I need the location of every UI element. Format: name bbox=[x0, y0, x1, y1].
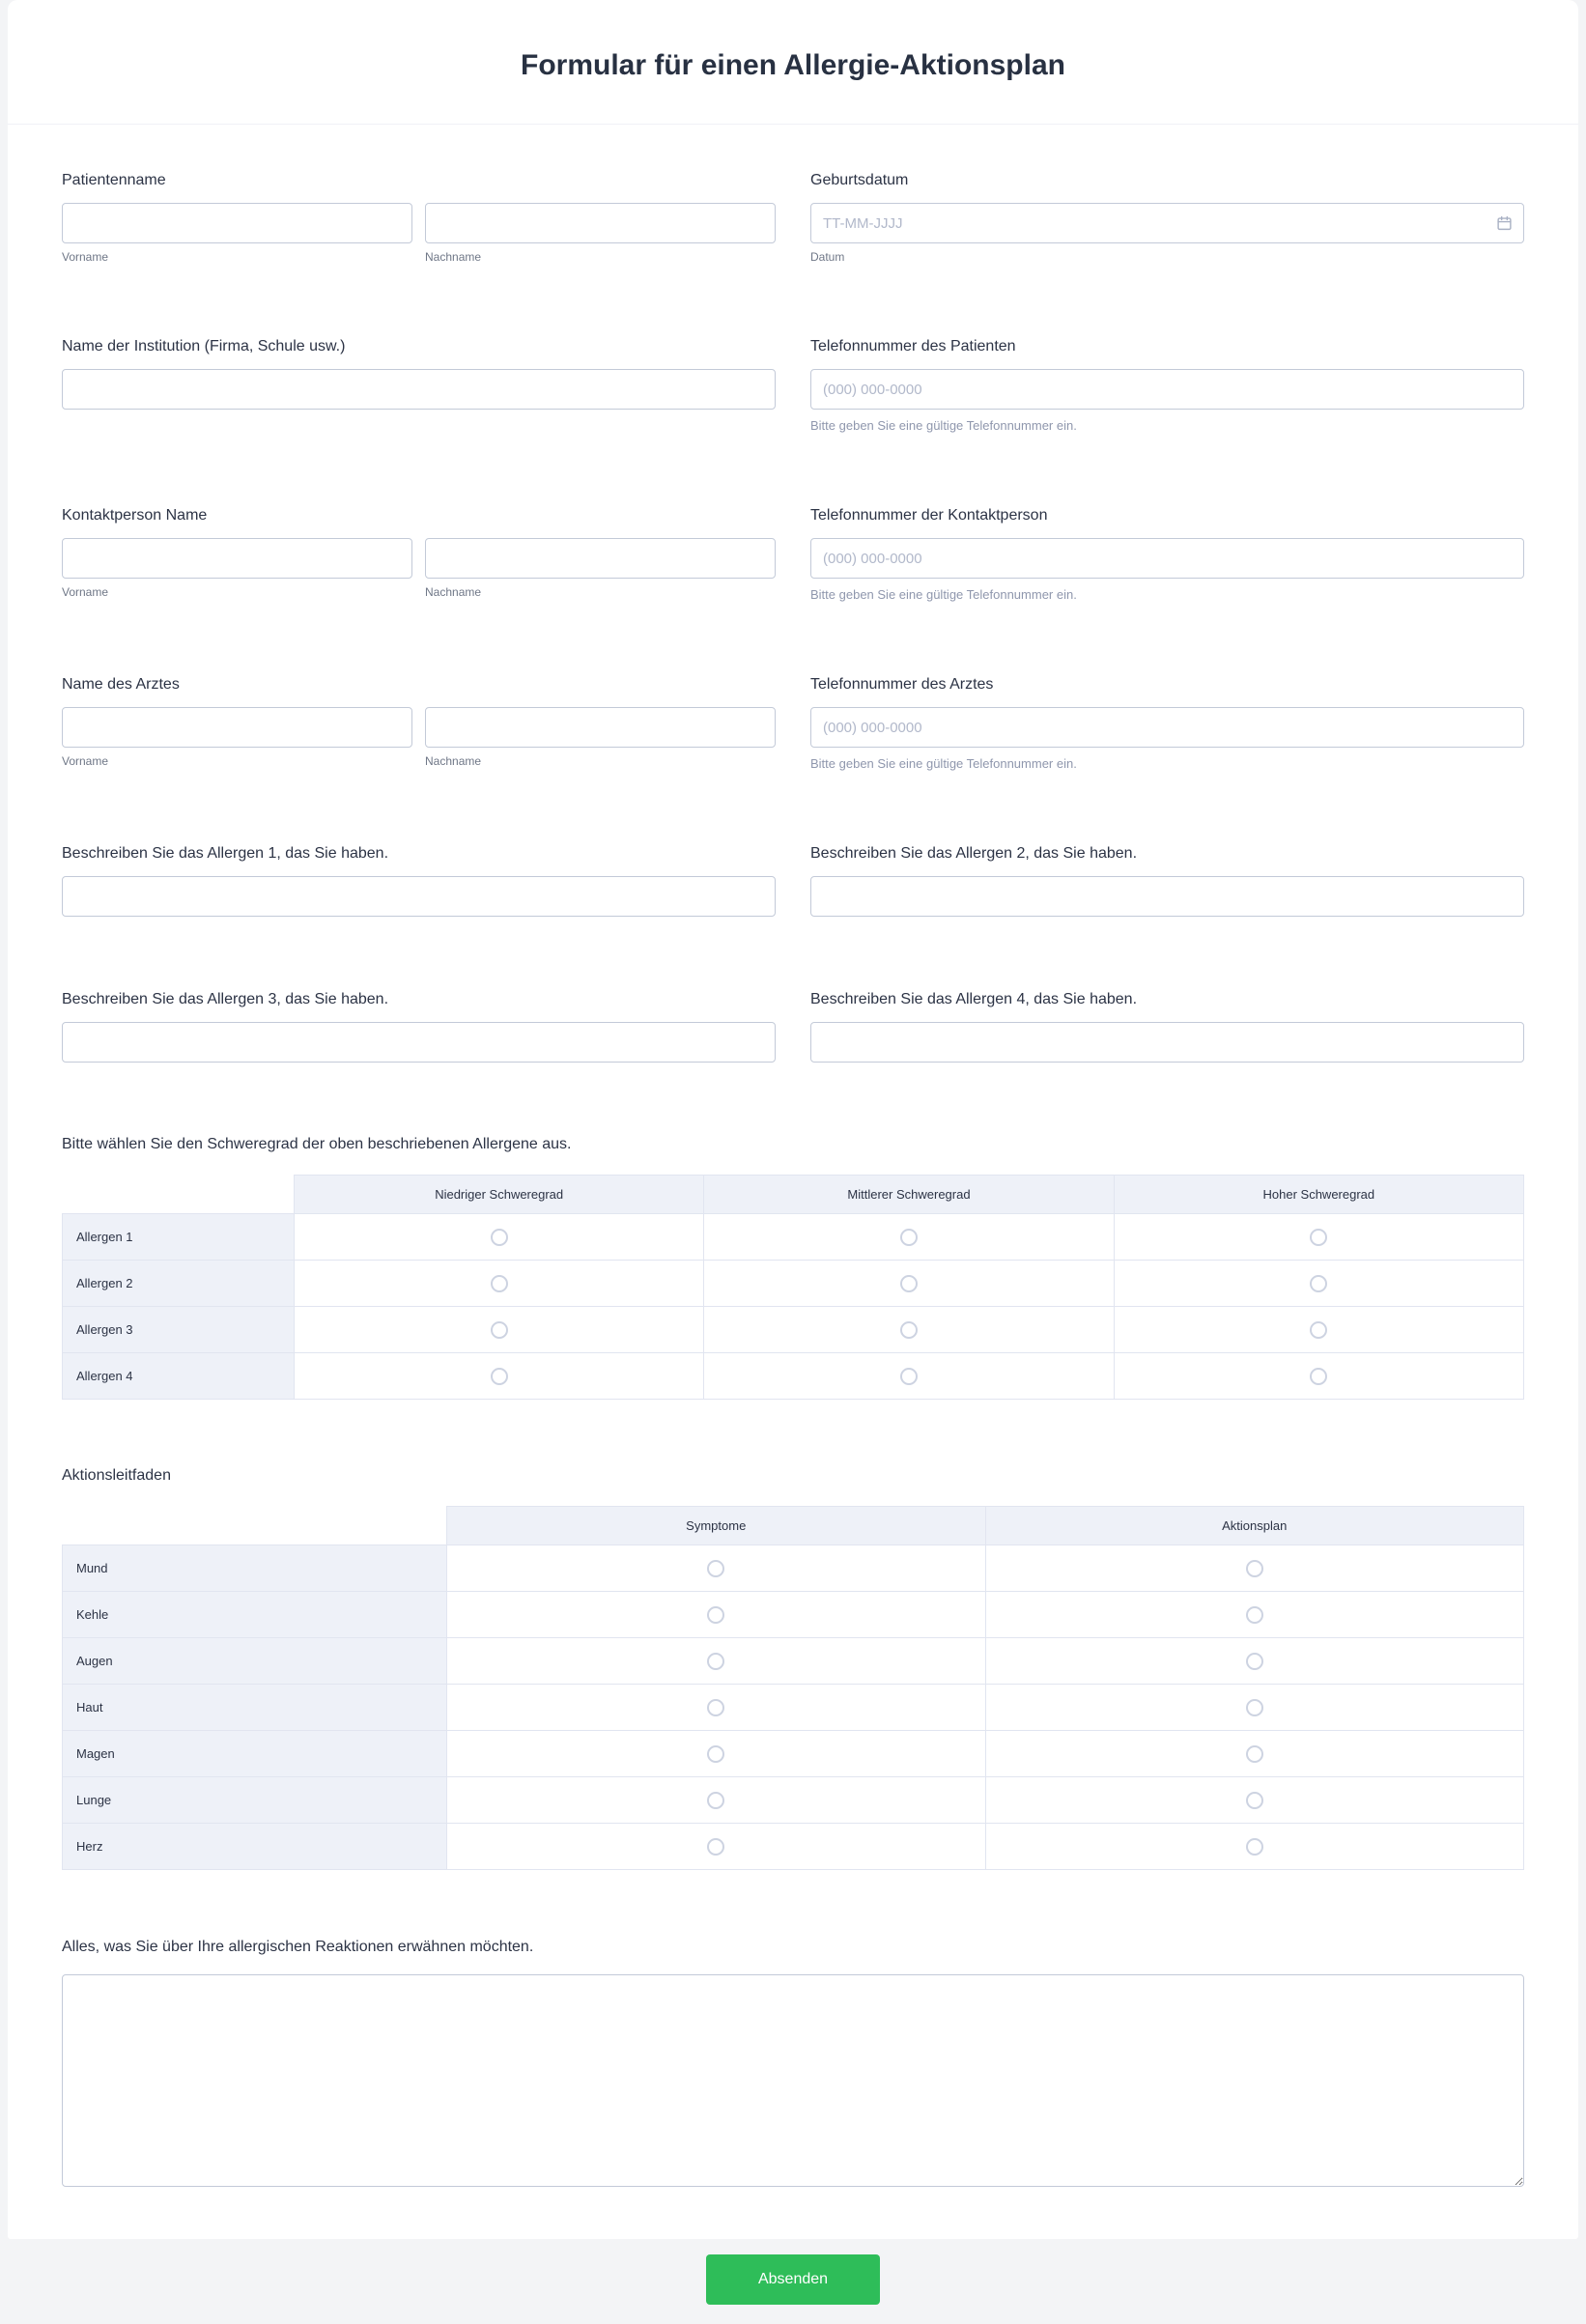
allergen-4-label: Beschreiben Sie das Allergen 4, das Sie haben. bbox=[810, 991, 1138, 1007]
severity-column-header: Mittlerer Schweregrad bbox=[704, 1176, 1114, 1214]
field-allergen-3 bbox=[62, 990, 776, 1063]
matrix-cell bbox=[447, 1592, 986, 1638]
allergen-2-input[interactable] bbox=[810, 876, 1524, 917]
matrix-cell bbox=[447, 1731, 986, 1777]
matrix-cell bbox=[704, 1307, 1114, 1353]
allergen-2-label: Beschreiben Sie das Allergen 2, das Sie haben. bbox=[810, 845, 1138, 862]
matrix-cell bbox=[704, 1214, 1114, 1261]
action-matrix-label: Aktionsleitfaden bbox=[62, 1467, 171, 1484]
matrix-cell bbox=[704, 1261, 1114, 1307]
action-row-label: Lunge bbox=[63, 1777, 447, 1824]
severity-header-row bbox=[63, 1176, 1524, 1214]
allergen-3-label: Beschreiben Sie das Allergen 3, das Sie haben. bbox=[62, 991, 389, 1007]
contact-phone-input[interactable] bbox=[810, 538, 1524, 579]
field-allergen-2 bbox=[810, 844, 1524, 917]
doctor-first-name-sublabel: Vorname bbox=[62, 754, 109, 768]
radio-button[interactable] bbox=[900, 1229, 918, 1246]
matrix-cell bbox=[447, 1777, 986, 1824]
table-row bbox=[63, 1731, 1524, 1777]
severity-matrix bbox=[62, 1175, 1524, 1400]
doctor-name-label: Name des Arztes bbox=[62, 676, 180, 693]
submit-button[interactable]: Absenden bbox=[706, 2254, 880, 2305]
matrix-corner-cell bbox=[63, 1507, 447, 1545]
field-allergen-4 bbox=[810, 990, 1524, 1063]
action-column-header: Symptome bbox=[447, 1507, 986, 1545]
action-matrix bbox=[62, 1506, 1524, 1870]
contact-first-name-sublabel: Vorname bbox=[62, 585, 109, 599]
severity-row-label: Allergen 4 bbox=[63, 1353, 295, 1400]
matrix-cell bbox=[447, 1824, 986, 1870]
matrix-cell bbox=[295, 1307, 704, 1353]
radio-button[interactable] bbox=[900, 1368, 918, 1385]
radio-button[interactable] bbox=[1246, 1653, 1263, 1670]
table-row bbox=[63, 1592, 1524, 1638]
matrix-cell bbox=[985, 1731, 1524, 1777]
form-footer bbox=[0, 2239, 1586, 2324]
matrix-cell bbox=[295, 1261, 704, 1307]
action-column-header: Aktionsplan bbox=[985, 1507, 1524, 1545]
patient-first-name bbox=[62, 203, 412, 264]
patient-name-label: Patientenname bbox=[62, 172, 166, 188]
matrix-cell bbox=[447, 1638, 986, 1685]
birthdate-label: Geburtsdatum bbox=[810, 172, 909, 188]
field-doctor-name bbox=[62, 675, 776, 771]
table-row bbox=[63, 1307, 1524, 1353]
severity-row-label: Allergen 3 bbox=[63, 1307, 295, 1353]
contact-last-name bbox=[425, 538, 776, 599]
matrix-corner-cell bbox=[63, 1176, 295, 1214]
table-row bbox=[63, 1638, 1524, 1685]
field-patient-phone bbox=[810, 337, 1524, 433]
action-header-row bbox=[63, 1507, 1524, 1545]
field-birthdate bbox=[810, 171, 1524, 264]
contact-phone-label: Telefonnummer der Kontaktperson bbox=[810, 507, 1048, 524]
matrix-cell bbox=[1114, 1353, 1523, 1400]
patient-last-name-input[interactable] bbox=[425, 203, 776, 243]
allergen-1-label: Beschreiben Sie das Allergen 1, das Sie haben. bbox=[62, 845, 389, 862]
radio-button[interactable] bbox=[491, 1229, 508, 1246]
radio-button[interactable] bbox=[1310, 1368, 1327, 1385]
institution-label: Name der Institution (Firma, Schule usw.) bbox=[62, 338, 346, 354]
radio-button[interactable] bbox=[707, 1606, 724, 1624]
notes-textarea[interactable] bbox=[62, 1974, 1524, 2187]
severity-row-label: Allergen 1 bbox=[63, 1214, 295, 1261]
radio-button[interactable] bbox=[900, 1321, 918, 1339]
severity-row-label: Allergen 2 bbox=[63, 1261, 295, 1307]
matrix-cell bbox=[985, 1545, 1524, 1592]
radio-button[interactable] bbox=[1246, 1560, 1263, 1577]
field-allergen-1 bbox=[62, 844, 776, 917]
doctor-last-name bbox=[425, 707, 776, 768]
table-row bbox=[63, 1685, 1524, 1731]
allergen-1-input[interactable] bbox=[62, 876, 776, 917]
matrix-cell bbox=[985, 1592, 1524, 1638]
allergen-3-input[interactable] bbox=[62, 1022, 776, 1063]
radio-button[interactable] bbox=[1246, 1606, 1263, 1624]
contact-first-name-input[interactable] bbox=[62, 538, 412, 579]
matrix-cell bbox=[447, 1685, 986, 1731]
calendar-icon[interactable] bbox=[1496, 215, 1513, 232]
patient-last-name bbox=[425, 203, 776, 264]
radio-button[interactable] bbox=[707, 1560, 724, 1577]
patient-phone-helper: Bitte geben Sie eine gültige Telefonnummer ein. bbox=[810, 418, 1077, 433]
matrix-cell bbox=[1114, 1261, 1523, 1307]
matrix-cell bbox=[704, 1353, 1114, 1400]
radio-button[interactable] bbox=[1246, 1792, 1263, 1809]
matrix-cell bbox=[295, 1214, 704, 1261]
table-row bbox=[63, 1261, 1524, 1307]
field-doctor-phone bbox=[810, 675, 1524, 771]
severity-matrix-label: Bitte wählen Sie den Schweregrad der oben beschriebenen Allergene aus. bbox=[62, 1136, 572, 1152]
radio-button[interactable] bbox=[707, 1792, 724, 1809]
radio-button[interactable] bbox=[707, 1699, 724, 1716]
severity-column-header: Hoher Schweregrad bbox=[1114, 1176, 1523, 1214]
radio-button[interactable] bbox=[491, 1368, 508, 1385]
field-patient-name bbox=[62, 171, 776, 264]
action-row-label: Haut bbox=[63, 1685, 447, 1731]
radio-button[interactable] bbox=[1310, 1321, 1327, 1339]
field-contact-phone bbox=[810, 506, 1524, 602]
contact-last-name-sublabel: Nachname bbox=[425, 585, 482, 599]
matrix-cell bbox=[985, 1638, 1524, 1685]
doctor-last-name-input[interactable] bbox=[425, 707, 776, 748]
action-row-label: Herz bbox=[63, 1824, 447, 1870]
table-row bbox=[63, 1545, 1524, 1592]
severity-column-header: Niedriger Schweregrad bbox=[295, 1176, 704, 1214]
radio-button[interactable] bbox=[1310, 1229, 1327, 1246]
radio-button[interactable] bbox=[1246, 1745, 1263, 1763]
form-card bbox=[8, 0, 1578, 2239]
matrix-cell bbox=[1114, 1214, 1523, 1261]
action-row-label: Magen bbox=[63, 1731, 447, 1777]
matrix-cell bbox=[295, 1353, 704, 1400]
matrix-cell bbox=[985, 1777, 1524, 1824]
patient-first-name-sublabel: Vorname bbox=[62, 250, 109, 264]
matrix-cell bbox=[447, 1545, 986, 1592]
birthdate-sublabel: Datum bbox=[810, 250, 845, 264]
contact-name-label: Kontaktperson Name bbox=[62, 507, 208, 524]
patient-phone-input[interactable] bbox=[810, 369, 1524, 410]
radio-button[interactable] bbox=[900, 1275, 918, 1292]
field-contact-name bbox=[62, 506, 776, 602]
patient-first-name-input[interactable] bbox=[62, 203, 412, 243]
action-row-label: Kehle bbox=[63, 1592, 447, 1638]
field-notes bbox=[62, 1938, 1524, 2187]
radio-button[interactable] bbox=[1246, 1838, 1263, 1856]
doctor-last-name-sublabel: Nachname bbox=[425, 754, 482, 768]
action-row-label: Augen bbox=[63, 1638, 447, 1685]
severity-section bbox=[62, 1136, 1524, 1400]
doctor-first-name-input[interactable] bbox=[62, 707, 412, 748]
table-row bbox=[63, 1824, 1524, 1870]
matrix-cell bbox=[985, 1824, 1524, 1870]
table-row bbox=[63, 1214, 1524, 1261]
patient-last-name-sublabel: Nachname bbox=[425, 250, 482, 264]
form-fields-grid bbox=[62, 171, 1524, 1136]
page-title: Formular für einen Allergie-Aktionsplan bbox=[521, 49, 1065, 81]
allergen-4-input[interactable] bbox=[810, 1022, 1524, 1063]
field-institution bbox=[62, 337, 776, 433]
action-row-label: Mund bbox=[63, 1545, 447, 1592]
doctor-phone-helper: Bitte geben Sie eine gültige Telefonnummer ein. bbox=[810, 756, 1077, 771]
institution-input[interactable] bbox=[62, 369, 776, 410]
contact-last-name-input[interactable] bbox=[425, 538, 776, 579]
doctor-phone-input[interactable] bbox=[810, 707, 1524, 748]
form-header bbox=[8, 0, 1578, 125]
matrix-cell bbox=[985, 1685, 1524, 1731]
patient-phone-label: Telefonnummer des Patienten bbox=[810, 338, 1016, 354]
table-row bbox=[63, 1353, 1524, 1400]
table-row bbox=[63, 1777, 1524, 1824]
radio-button[interactable] bbox=[491, 1275, 508, 1292]
radio-button[interactable] bbox=[707, 1745, 724, 1763]
action-guide-section bbox=[62, 1467, 1524, 1870]
matrix-cell bbox=[1114, 1307, 1523, 1353]
contact-first-name bbox=[62, 538, 412, 599]
doctor-phone-label: Telefonnummer des Arztes bbox=[810, 676, 994, 693]
radio-button[interactable] bbox=[1246, 1699, 1263, 1716]
notes-label: Alles, was Sie über Ihre allergischen Reaktionen erwähnen möchten. bbox=[62, 1939, 534, 1955]
radio-button[interactable] bbox=[491, 1321, 508, 1339]
radio-button[interactable] bbox=[707, 1838, 724, 1856]
doctor-first-name bbox=[62, 707, 412, 768]
birthdate-input[interactable] bbox=[810, 203, 1524, 243]
contact-phone-helper: Bitte geben Sie eine gültige Telefonnummer ein. bbox=[810, 587, 1077, 602]
radio-button[interactable] bbox=[1310, 1275, 1327, 1292]
radio-button[interactable] bbox=[707, 1653, 724, 1670]
